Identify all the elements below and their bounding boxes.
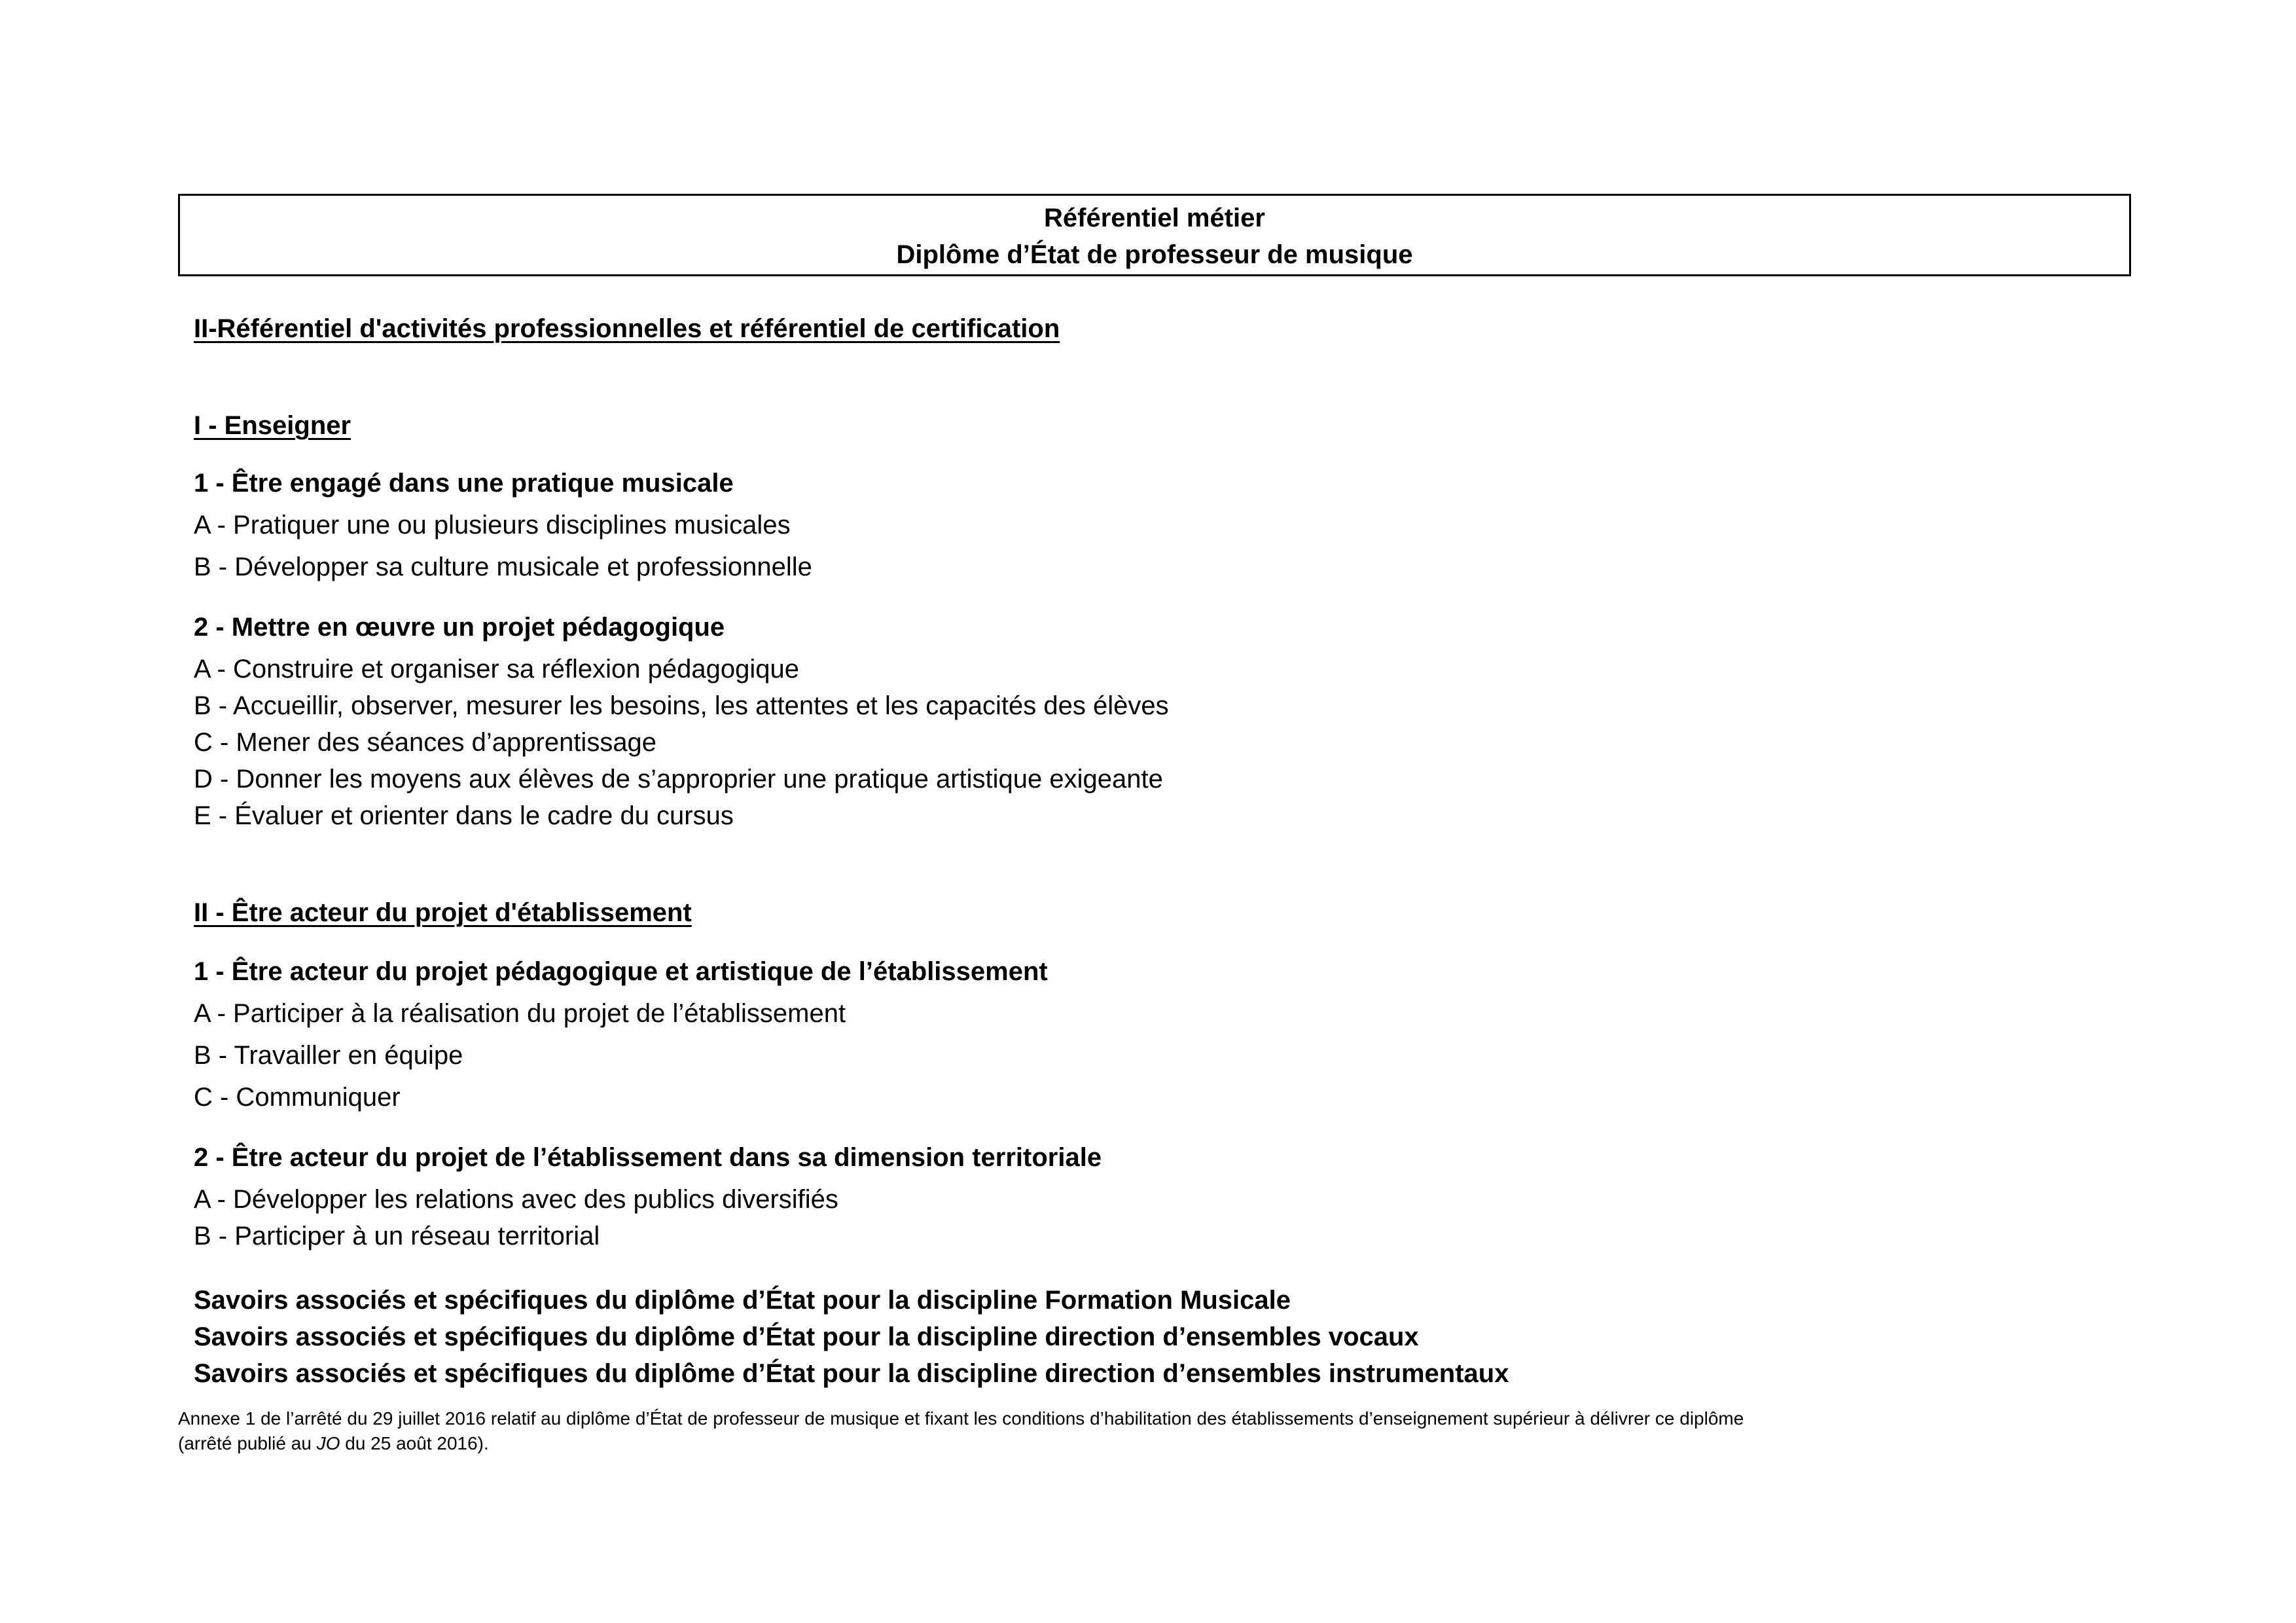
list-item: B - Participer à un réseau territorial [194, 1222, 600, 1250]
savoirs-item: Savoirs associés et spécifiques du diplôme d’État pour la discipline direction d’ensembles instrumentaux [194, 1359, 1509, 1388]
part2-sub1-title: 1 - Être acteur du projet pédagogique et artistique de l’établissement [194, 957, 1048, 986]
list-item: E - Évaluer et orienter dans le cadre du cursus [194, 801, 734, 830]
list-item: A - Pratiquer une ou plusieurs disciplines musicales [194, 511, 791, 539]
savoirs-item: Savoirs associés et spécifiques du diplôme d’État pour la discipline Formation Musicale [194, 1286, 1291, 1315]
list-item: D - Donner les moyens aux élèves de s’approprier une pratique artistique exigeante [194, 765, 1163, 793]
document-title-box [178, 194, 2131, 276]
footnote-text: du 25 août 2016). [340, 1433, 489, 1453]
list-item: C - Mener des séances d’apprentissage [194, 728, 657, 757]
list-item: A - Participer à la réalisation du projet de l’établissement [194, 999, 846, 1028]
list-item: B - Travailler en équipe [194, 1041, 463, 1070]
journal-abbrev: JO [316, 1433, 340, 1453]
part1-sub2-title: 2 - Mettre en œuvre un projet pédagogique [194, 613, 725, 642]
footnote-line: Annexe 1 de l’arrêté du 29 juillet 2016 relatif au diplôme d’État de professeur de musique et fixant les conditions d’habilitation des établissements d’enseignement supérieur à délivrer ce diplôme [178, 1408, 1744, 1429]
list-item: B - Accueillir, observer, mesurer les besoins, les attentes et les capacités des élèves [194, 691, 1169, 720]
list-item: B - Développer sa culture musicale et professionnelle [194, 553, 812, 581]
list-item: A - Construire et organiser sa réflexion pédagogique [194, 655, 799, 684]
part1-title: I - Enseigner [194, 411, 351, 440]
footnote-text: (arrêté publié au [178, 1433, 317, 1453]
document-subtitle: Diplôme d’État de professeur de musique [896, 240, 1413, 269]
list-item: C - Communiquer [194, 1083, 401, 1112]
part2-title: II - Être acteur du projet d'établissement [194, 898, 692, 927]
part2-sub2-title: 2 - Être acteur du projet de l’établissement dans sa dimension territoriale [194, 1143, 1102, 1172]
list-item: A - Développer les relations avec des publics diversifiés [194, 1185, 838, 1214]
section-title: II-Référentiel d'activités professionnelles et référentiel de certification [194, 314, 1060, 343]
footnote [178, 1406, 2131, 1456]
footnote-line [178, 1431, 2131, 1456]
document-title: Référentiel métier [1044, 204, 1265, 232]
part1-sub1-title: 1 - Être engagé dans une pratique musicale [194, 469, 734, 498]
savoirs-item: Savoirs associés et spécifiques du diplôme d’État pour la discipline direction d’ensembles vocaux [194, 1322, 1419, 1351]
